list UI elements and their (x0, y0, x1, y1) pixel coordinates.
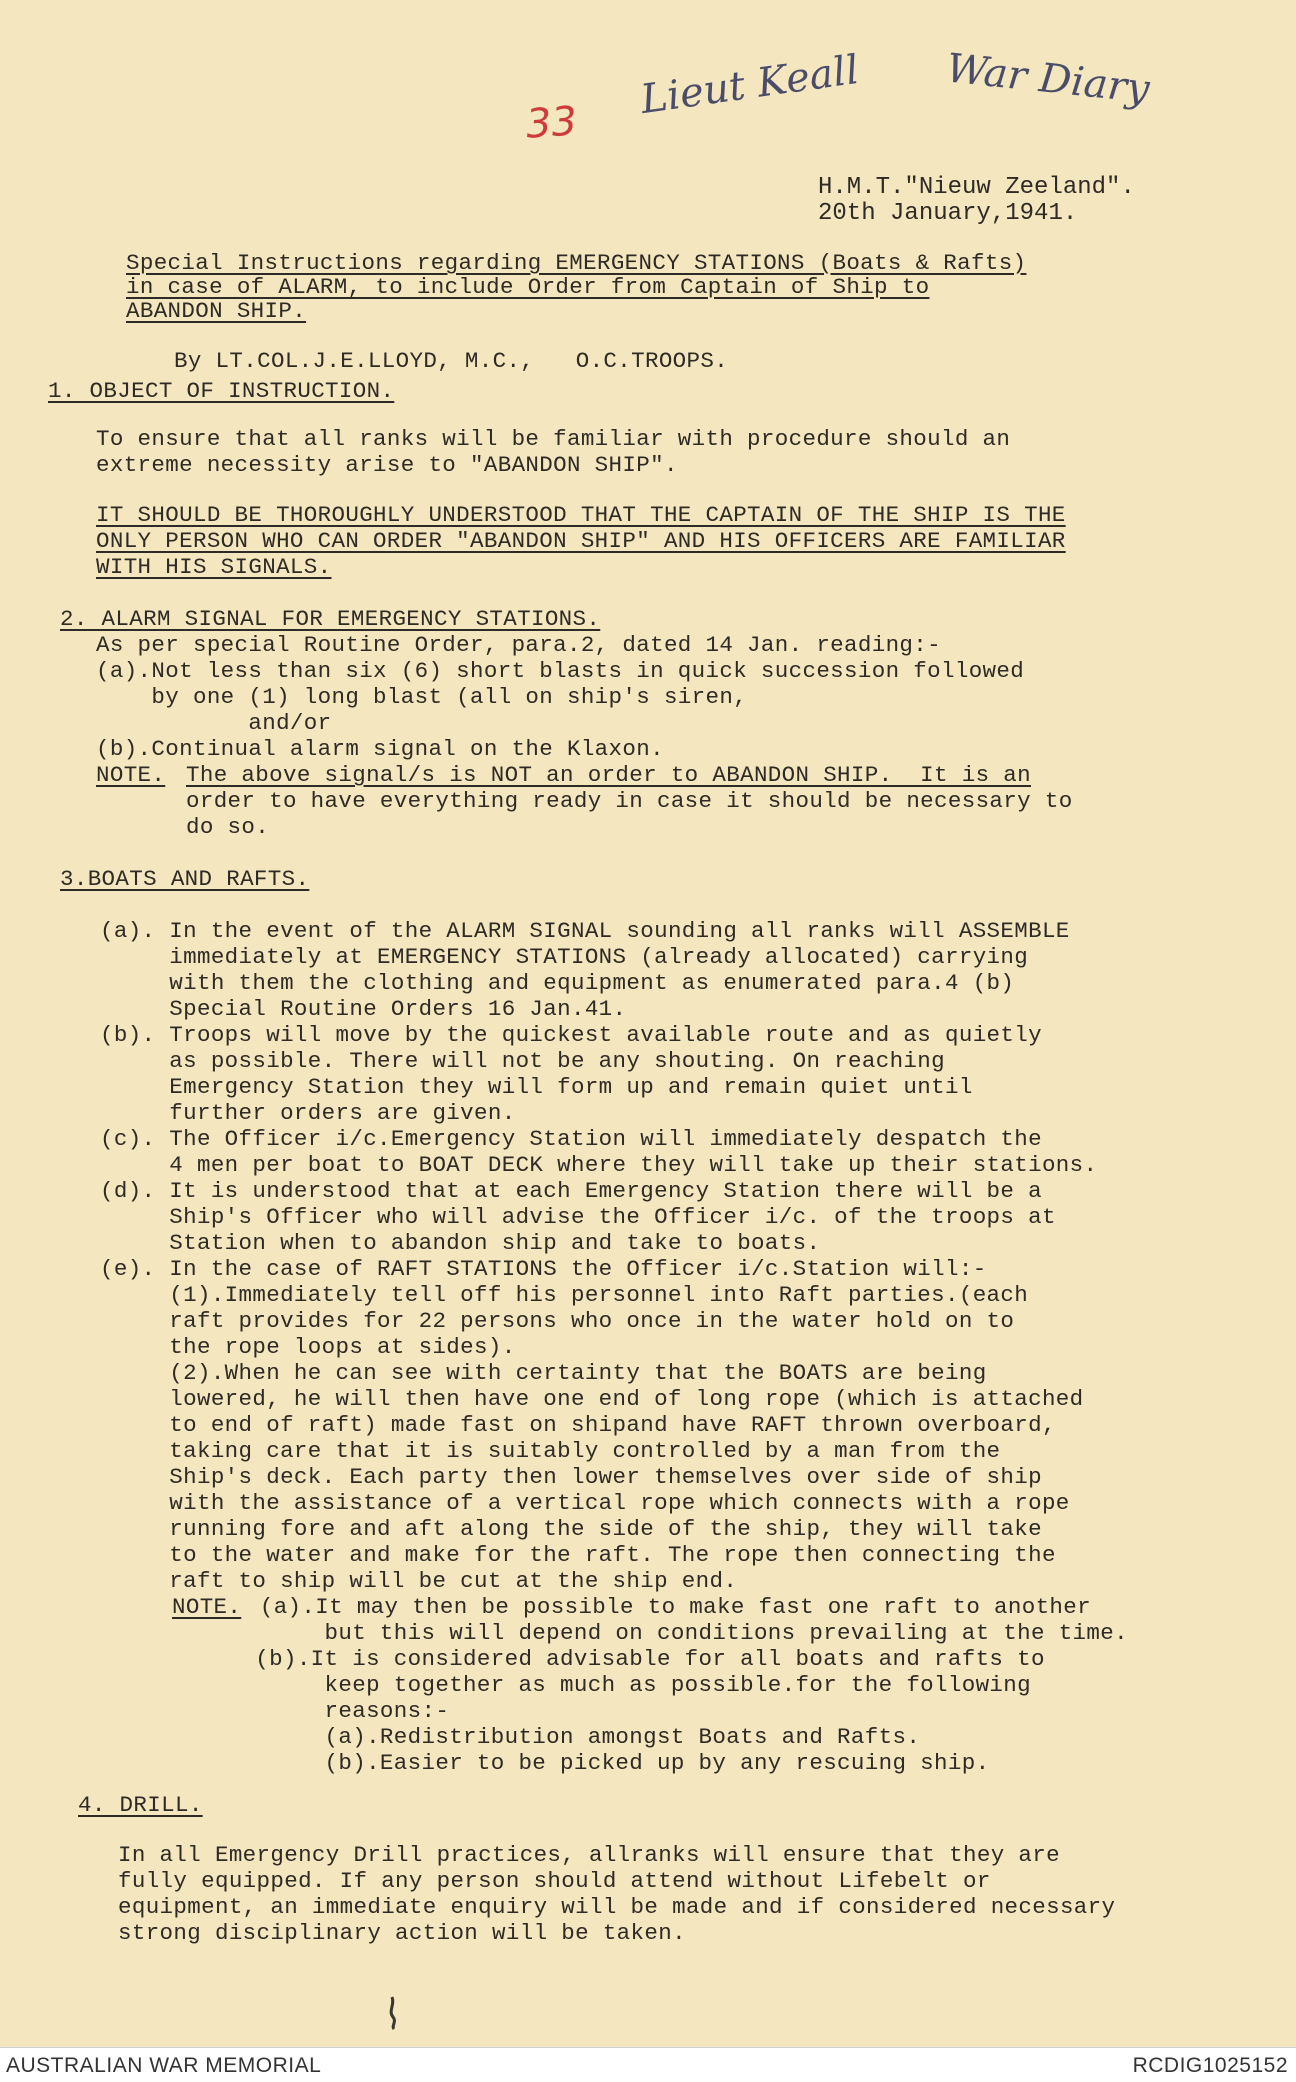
section-2-note: order to have everything ready in case it should be necessary to (186, 788, 1073, 814)
section-3-text: 4 men per boat to BOAT DECK where they will take up their stations. (100, 1152, 1098, 1178)
section-3-text: raft provides for 22 persons who once in the water hold on to (100, 1308, 1015, 1334)
section-3-text: Emergency Station they will form up and remain quiet until (100, 1074, 973, 1100)
section-2-note: do so. (186, 814, 270, 840)
section-3-text: (a). In the event of the ALARM SIGNAL sounding all ranks will ASSEMBLE (100, 918, 1070, 944)
section-3-text: immediately at EMERGENCY STATIONS (already allocated) carrying (100, 944, 1029, 970)
section-3-text: Special Routine Orders 16 Jan.41. (100, 996, 627, 1022)
section-4-heading: 4. DRILL. (78, 1792, 203, 1818)
section-2-text: and/or (96, 710, 332, 736)
section-3-note: (a).It may then be possible to make fast one raft to another (246, 1594, 1091, 1620)
section-3-text: further orders are given. (100, 1100, 516, 1126)
section-2-heading: 2. ALARM SIGNAL FOR EMERGENCY STATIONS. (60, 606, 601, 632)
section-2-text: (a).Not less than six (6) short blasts in quick succession followed (96, 658, 1025, 684)
section-3-text: to the water and make for the raft. The rope then connecting the (100, 1542, 1056, 1568)
section-3-note: keep together as much as possible.for the following (186, 1672, 1031, 1698)
ship-name: H.M.T."Nieuw Zeeland". (818, 174, 1135, 201)
folio-number: 33 (524, 98, 579, 148)
section-3-text: raft to ship will be cut at the ship end. (100, 1568, 738, 1594)
section-3-text: Ship's Officer who will advise the Officer i/c. of the troops at (100, 1204, 1056, 1230)
section-2-text: As per special Routine Order, para.2, dated 14 Jan. reading:- (96, 632, 941, 658)
section-3-note: but this will depend on conditions prevailing at the time. (186, 1620, 1128, 1646)
section-3-text: (e). In the case of RAFT STATIONS the Officer i/c.Station will:- (100, 1256, 987, 1282)
section-3-text: running fore and aft along the side of the ship, they will take (100, 1516, 1042, 1542)
archive-name: AUSTRALIAN WAR MEMORIAL (6, 2054, 322, 2077)
section-3-text: taking care that it is suitably controlled by a man from the (100, 1438, 1001, 1464)
section-3-text: (c). The Officer i/c.Emergency Station will immediately despatch the (100, 1126, 1042, 1152)
section-1-emphasis: WITH HIS SIGNALS. (96, 554, 332, 580)
section-4-text: fully equipped. If any person should attend without Lifebelt or (118, 1868, 991, 1894)
section-3-heading: 3.BOATS AND RAFTS. (60, 866, 310, 892)
section-2-note-label: NOTE. (96, 762, 166, 788)
section-3-text: lowered, he will then have one end of long rope (which is attached (100, 1386, 1084, 1412)
section-2-note: The above signal/s is NOT an order to ABANDON SHIP. It is an (186, 762, 1031, 788)
section-3-text: (d). It is understood that at each Emergency Station there will be a (100, 1178, 1042, 1204)
section-3-note: (a).Redistribution amongst Boats and Rafts. (186, 1724, 921, 1750)
archive-record-id: RCDIG1025152 (1132, 2054, 1288, 2077)
section-3-text: with the assistance of a vertical rope which connects with a rope (100, 1490, 1070, 1516)
section-3-text: as possible. There will not be any shouting. On reaching (100, 1048, 945, 1074)
handwritten-name: Lieut Keall (637, 46, 862, 124)
section-1-emphasis: ONLY PERSON WHO CAN ORDER "ABANDON SHIP" AND HIS OFFICERS ARE FAMILIAR (96, 528, 1066, 554)
section-1-heading: 1. OBJECT OF INSTRUCTION. (48, 378, 395, 404)
section-1-text: To ensure that all ranks will be familiar with procedure should an (96, 426, 1011, 452)
section-3-text: (2).When he can see with certainty that the BOATS are being (100, 1360, 987, 1386)
title-line-1: Special Instructions regarding EMERGENCY STATIONS (Boats & Rafts) (126, 250, 1027, 276)
section-3-text: (1).Immediately tell off his personnel into Raft parties.(each (100, 1282, 1029, 1308)
section-3-text: the rope loops at sides). (100, 1334, 516, 1360)
section-3-text: Ship's deck. Each party then lower themselves over side of ship (100, 1464, 1042, 1490)
section-1-emphasis: IT SHOULD BE THOROUGHLY UNDERSTOOD THAT THE CAPTAIN OF THE SHIP IS THE (96, 502, 1066, 528)
section-3-text: with them the clothing and equipment as enumerated para.4 (b) (100, 970, 1015, 996)
author-line: By LT.COL.J.E.LLOYD, M.C., O.C.TROOPS. (174, 348, 729, 374)
section-3-text: Station when to abandon ship and take to boats. (100, 1230, 821, 1256)
section-3-note: reasons:- (186, 1698, 450, 1724)
section-3-text: to end of raft) made fast on shipand have RAFT thrown overboard, (100, 1412, 1056, 1438)
section-4-text: In all Emergency Drill practices, allranks will ensure that they are (118, 1842, 1060, 1868)
section-3-note-label: NOTE. (172, 1594, 242, 1620)
section-3-text: (b). Troops will move by the quickest available route and as quietly (100, 1022, 1042, 1048)
section-2-text: by one (1) long blast (all on ship's siren, (96, 684, 748, 710)
section-3-note: (b).It is considered advisable for all boats and rafts to (186, 1646, 1045, 1672)
section-4-text: strong disciplinary action will be taken. (118, 1920, 686, 1946)
handwritten-war-diary: War Diary (944, 45, 1152, 113)
title-line-2: in case of ALARM, to include Order from Captain of Ship to (126, 274, 930, 300)
section-3-note: (b).Easier to be picked up by any rescuing ship. (186, 1750, 990, 1776)
ink-mark (382, 1995, 404, 2031)
archive-footer (0, 2047, 1296, 2082)
section-4-text: equipment, an immediate enquiry will be made and if considered necessary (118, 1894, 1116, 1920)
section-2-text: (b).Continual alarm signal on the Klaxon. (96, 736, 664, 762)
section-1-text: extreme necessity arise to "ABANDON SHIP". (96, 452, 678, 478)
document-date: 20th January,1941. (818, 200, 1078, 227)
title-line-3: ABANDON SHIP. (126, 298, 307, 324)
